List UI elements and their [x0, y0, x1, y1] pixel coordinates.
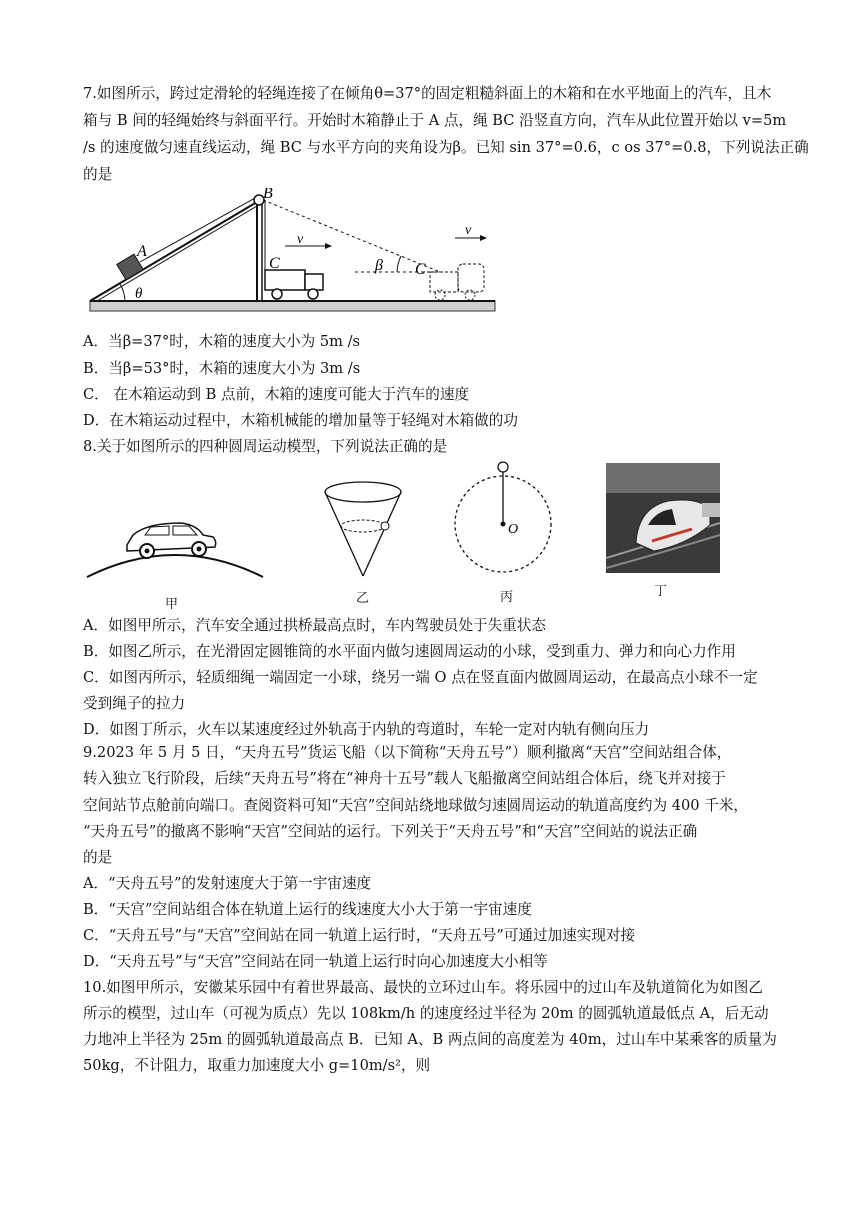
q10-stem-line: 50kg，不计阻力，取重力加速度大小 g=10m/s²，则: [83, 1057, 431, 1074]
q7-option-c: C． 在木箱运动到 B 点前，木箱的速度可能大于汽车的速度: [83, 386, 470, 403]
label-C2: C: [415, 261, 426, 278]
q10-stem-line: 所示的模型，过山车（可视为质点）先以 108km/h 的速度经过半径为 20m 的圆弧轨道最低点 A，后无动: [83, 1005, 769, 1022]
q7-stem-line: /s 的速度做匀速直线运动，绳 BC 与水平方向的夹角设为β。已知 sin 37°=0.6，c os 37°=0.8，下列说法正确: [83, 139, 809, 156]
q8-option-a: A．如图甲所示，汽车安全通过拱桥最高点时，车内驾驶员处于失重状态: [83, 617, 546, 634]
q7-stem-line: 箱与 B 间的轻绳始终与斜面平行。开始时木箱静止于 A 点，绳 BC 沿竖直方向，汽车从此位置开始以 v=5m: [83, 112, 787, 129]
q9-stem-line: 的是: [83, 849, 113, 866]
caption-bing: 丙: [500, 590, 514, 605]
q9-stem-line: 转入独立飞行阶段，后续“天舟五号”将在“神舟十五号”载人飞船撤离空间站组合体后，绕飞并对接于: [83, 770, 726, 787]
caption-ding: 丁: [654, 584, 668, 599]
q7-option-a: A．当β=37°时，木箱的速度大小为 5m /s: [83, 333, 361, 350]
vertical-circle-figure: [450, 458, 556, 586]
q7-stem-line: 7.如图所示，跨过定滑轮的轻绳连接了在倾角θ=37°的固定粗糙斜面上的木箱和在水平地面上的汽车，且木: [83, 85, 772, 102]
q9-stem-line: 空间站节点舱前向端口。查阅资料可知“天宫”空间站绕地球做匀速圆周运动的轨道高度约为 400 千米，: [83, 797, 748, 814]
car-on-bridge-figure: [85, 495, 265, 585]
q9-stem-line: 9.2023 年 5 月 5 日，“天舟五号”货运飞船（以下简称“天舟五号”）顺利撤离“天宫”空间站组合体，: [83, 744, 732, 761]
label-C1: C: [269, 255, 280, 272]
q8-option-c-cont: 受到绳子的拉力: [83, 695, 186, 712]
q9-option-b: B．“天宫”空间站组合体在轨道上运行的线速度大小大于第一宇宙速度: [83, 901, 532, 918]
label-B: B: [263, 188, 273, 202]
label-v1: v: [297, 232, 304, 247]
q8-option-b: B．如图乙所示，在光滑固定圆锥筒的水平面内做匀速圆周运动的小球，受到重力、弹力和向心力作用: [83, 643, 736, 660]
q8-option-c: C．如图丙所示，轻质细绳一端固定一小球，绕另一端 O 点在竖直面内做圆周运动，在最高点小球不一定: [83, 669, 758, 686]
q7-stem-line: 的是: [83, 166, 113, 183]
q9-option-c: C．“天舟五号”与“天宫”空间站在同一轨道上运行时，“天舟五号”可通过加速实现对接: [83, 927, 636, 944]
label-v2: v: [465, 223, 472, 238]
label-A: A: [137, 243, 147, 260]
q10-stem-line: 10.如图甲所示，安徽某乐园中有着世界最高、最快的立环过山车。将乐园中的过山车及轨道简化为如图乙: [83, 979, 763, 996]
q8-option-d: D．如图丁所示，火车以某速度经过外轨高于内轨的弯道时，车轮一定对内轨有侧向压力: [83, 721, 650, 738]
q10-stem-line: 力地冲上半径为 25m 的圆弧轨道最高点 B．已知 A、B 两点间的高度差为 40m，过山车中某乘客的质量为: [83, 1031, 777, 1048]
q7-option-d: D．在木箱运动过程中，木箱机械能的增加量等于轻绳对木箱做的功: [83, 412, 518, 429]
caption-yi: 乙: [356, 591, 370, 606]
train-photo: [606, 463, 720, 573]
label-O: O: [508, 522, 519, 537]
cone-figure: [318, 478, 408, 578]
q9-stem-line: “天舟五号”的撤离不影响“天宫”空间站的运行。下列关于“天舟五号”和“天宫”空间站的说法正确: [83, 823, 698, 840]
q9-option-a: A．“天舟五号”的发射速度大于第一宇宙速度: [83, 875, 372, 892]
caption-jia: 甲: [165, 597, 179, 612]
q8-stem: 8.关于如图所示的四种圆周运动模型，下列说法正确的是: [83, 438, 448, 455]
label-theta: θ: [135, 286, 143, 302]
q7-option-b: B．当β=53°时，木箱的速度大小为 3m /s: [83, 360, 361, 377]
q9-option-d: D．“天舟五号”与“天宫”空间站在同一轨道上运行时向心加速度大小相等: [83, 953, 548, 970]
q7-incline-figure: [85, 188, 505, 328]
label-beta: β: [375, 257, 383, 274]
